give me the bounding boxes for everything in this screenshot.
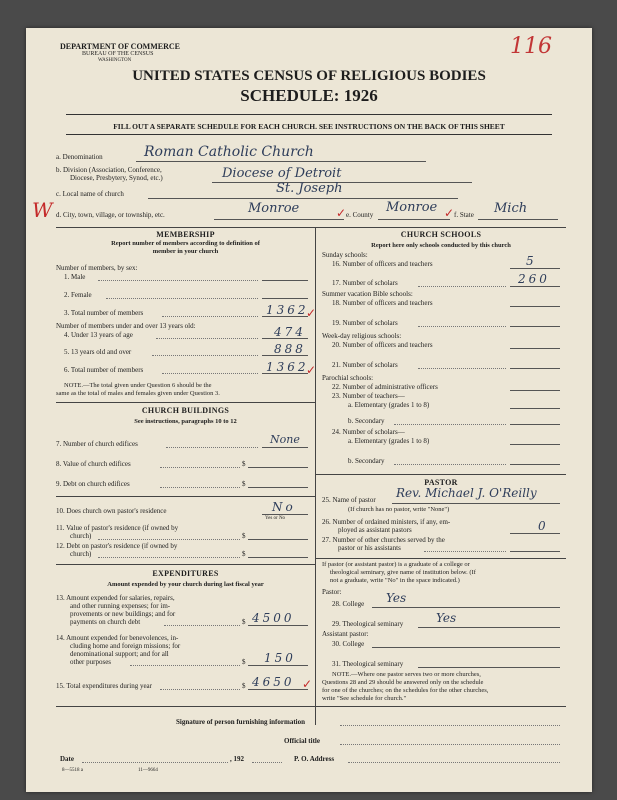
- q11-label-2: church): [70, 532, 92, 540]
- under-over-label: Number of members under and over 13 years old:: [56, 322, 196, 330]
- pastor-note-2: Questions 28 and 29 should be answered only on the schedule: [322, 679, 484, 686]
- q15-dollar-sign: $: [242, 682, 246, 690]
- census-schedule-sheet: [26, 28, 592, 792]
- q14-label-2: cluding home and foreign missions; for: [70, 642, 181, 650]
- q12-label-1: 12. Debt on pastor's residence (if owned by: [56, 542, 178, 550]
- schools-heading: CHURCH SCHOOLS: [400, 230, 482, 239]
- yes-no-hint: Yes or No: [265, 516, 286, 521]
- q17-label: 17. Number of scholars: [332, 279, 398, 287]
- expenditures-intro: Amount expended by your church during last fiscal year: [107, 581, 264, 588]
- q13-value: 4500: [252, 611, 295, 625]
- q19-label: 19. Number of scholars: [332, 319, 398, 327]
- print-code: 11—9664: [138, 768, 158, 773]
- date-year-label: , 192: [230, 755, 244, 763]
- q16-label: 16. Number of officers and teachers: [332, 260, 433, 268]
- denomination-label: a. Denomination: [56, 153, 103, 161]
- schools-intro: Report here only schools conducted by this church: [371, 242, 511, 249]
- graduate-note-3: not a graduate, write "No" in the space indicated.): [330, 577, 460, 584]
- sunday-schools-label: Sunday schools:: [322, 251, 368, 259]
- graduate-note-1: If pastor (or assistant pastor) is a graduate of a college or: [322, 561, 470, 568]
- signature-label: Signature of person furnishing information: [176, 718, 305, 726]
- q23b-label: b. Secondary: [348, 417, 385, 425]
- q24-label: 24. Number of scholars—: [332, 428, 405, 436]
- check-mark-icon: ✓: [302, 677, 313, 691]
- county-label: e. County: [346, 211, 374, 219]
- q11-label-1: 11. Value of pastor's residence (if owned by: [56, 524, 179, 532]
- q13-dollar-sign: $: [242, 618, 246, 626]
- q5-over13-value: 888: [274, 342, 306, 356]
- q4-under13-value: 474: [274, 325, 306, 339]
- q6-total-value: 1362: [266, 360, 309, 374]
- q13-label-1: 13. Amount expended for salaries, repairs,: [56, 594, 175, 602]
- q29-label: 29. Theological seminary: [332, 620, 404, 628]
- q14-label-3: denominational support; and for all: [70, 650, 169, 658]
- q2-female-label: 2. Female: [64, 291, 92, 299]
- q14-label-1: 14. Amount expended for benevolences, in-: [56, 634, 179, 642]
- q28-value: Yes: [386, 591, 407, 605]
- graduate-note-2: theological seminary, give name of institution below. (If: [330, 569, 476, 576]
- bureau-city: WASHINGTON: [98, 58, 132, 63]
- q26-value: 0: [538, 519, 546, 533]
- membership-note-2: same as the total of males and females given under Question 3.: [56, 390, 220, 397]
- q14-label-4: other purposes: [70, 658, 112, 666]
- bureau-name: BUREAU OF THE CENSUS: [82, 51, 154, 57]
- state-value: Mich: [494, 201, 528, 216]
- check-mark-icon: ✓: [336, 206, 347, 220]
- pastor-note-3: for one of the churches; on the schedules for the other churches,: [322, 687, 489, 694]
- denomination-value: Roman Catholic Church: [144, 144, 314, 160]
- q6-total-label: 6. Total number of members: [64, 366, 144, 374]
- weekday-schools-label: Week-day religious schools:: [322, 332, 402, 340]
- local-name-label: c. Local name of church: [56, 190, 124, 198]
- city-value: Monroe: [248, 201, 300, 216]
- membership-intro-2: member in your church: [152, 248, 219, 255]
- q18-label: 18. Number of officers and teachers: [332, 299, 433, 307]
- q1-male-label: 1. Male: [64, 273, 86, 281]
- form-code: 8—5518 a: [62, 768, 83, 773]
- check-mark-icon: ✓: [444, 206, 455, 220]
- q5-over13-label: 5. 13 years old and over: [64, 348, 132, 356]
- pastor-note-4: write "See schedule for church.": [322, 695, 407, 702]
- official-title-label: Official title: [284, 737, 320, 745]
- q21-label: 21. Number of scholars: [332, 361, 398, 369]
- date-label: Date: [60, 755, 74, 763]
- q26-label-2: ployed as assistant pastors: [338, 526, 412, 534]
- q8-dollar-sign: $: [242, 460, 246, 468]
- po-address-label: P. O. Address: [294, 755, 335, 763]
- q11-dollar-sign: $: [242, 532, 246, 540]
- q13-label-4: payments on church debt: [70, 618, 141, 626]
- q14-value: 150: [264, 651, 296, 665]
- county-value: Monroe: [386, 200, 438, 215]
- q13-label-2: and other running expenses; for im-: [70, 602, 171, 610]
- margin-mark-w: W: [32, 198, 53, 222]
- buildings-intro: See instructions, paragraphs 10 to 12: [134, 418, 237, 425]
- q12-label-2: church): [70, 550, 92, 558]
- division-label-1: b. Division (Association, Conference,: [56, 166, 162, 174]
- q3-total-value: 1362: [266, 303, 309, 317]
- page-number-handwritten: 116: [510, 34, 552, 59]
- q20-label: 20. Number of officers and teachers: [332, 341, 433, 349]
- q12-dollar-sign: $: [242, 550, 246, 558]
- q27-label-2: pastor or his assistants: [338, 544, 401, 552]
- q25-value: Rev. Michael J. O'Reilly: [396, 486, 537, 500]
- expenditures-heading: EXPENDITURES: [152, 569, 219, 578]
- q10-residence-value: No: [272, 500, 296, 514]
- q30-label: 30. College: [332, 640, 365, 648]
- q25-label: 25. Name of pastor: [322, 496, 376, 504]
- pastor-heading: PASTOR: [424, 478, 458, 487]
- q17-value: 260: [518, 272, 550, 286]
- q3-total-label: 3. Total number of members: [64, 309, 144, 317]
- membership-intro-1: Report number of members according to definition of: [111, 240, 260, 247]
- members-by-sex-label: Number of members, by sex:: [56, 264, 138, 272]
- q27-label-1: 27. Number of other churches served by the: [322, 536, 445, 544]
- city-label: d. City, town, village, or township, etc.: [56, 211, 165, 219]
- q8-value-label: 8. Value of church edifices: [56, 460, 131, 468]
- q24b-label: b. Secondary: [348, 457, 385, 465]
- division-value: Diocese of Detroit: [222, 166, 342, 181]
- q25-note: (If church has no pastor, write "None"): [348, 506, 450, 513]
- check-mark-icon: ✓: [306, 306, 317, 320]
- q16-value: 5: [526, 254, 534, 268]
- q28-label: 28. College: [332, 600, 365, 608]
- q7-edifices-label: 7. Number of church edifices: [56, 440, 138, 448]
- q26-label-1: 26. Number of ordained ministers, if any, em-: [322, 518, 451, 526]
- division-label-2: Diocese, Presbytery, Synod, etc.): [70, 174, 163, 182]
- department-name: DEPARTMENT OF COMMERCE: [60, 42, 181, 51]
- buildings-heading: CHURCH BUILDINGS: [141, 406, 230, 415]
- q13-label-3: provements or new buildings; and for: [70, 610, 176, 618]
- q31-label: 31. Theological seminary: [332, 660, 404, 668]
- q9-dollar-sign: $: [242, 480, 246, 488]
- summer-schools-label: Summer vacation Bible schools:: [322, 290, 413, 298]
- q24a-label: a. Elementary (grades 1 to 8): [348, 437, 430, 445]
- q9-debt-label: 9. Debt on church edifices: [56, 480, 130, 488]
- assistant-pastor-subheading: Assistant pastor:: [322, 630, 369, 638]
- state-label: f. State: [454, 211, 474, 219]
- instruction-banner: FILL OUT A SEPARATE SCHEDULE FOR EACH CHURCH. SEE INSTRUCTIONS ON THE BACK OF THIS SHEET: [113, 122, 505, 131]
- parochial-schools-label: Parochial schools:: [322, 374, 374, 382]
- q10-residence-label: 10. Does church own pastor's residence: [56, 507, 167, 515]
- q14-dollar-sign: $: [242, 658, 246, 666]
- membership-note-1: NOTE.—The total given under Question 6 should be the: [64, 382, 212, 389]
- membership-heading: MEMBERSHIP: [156, 230, 215, 239]
- q15-label: 15. Total expenditures during year: [56, 682, 152, 690]
- pastor-subheading: Pastor:: [322, 588, 342, 596]
- form-subtitle: SCHEDULE: 1926: [240, 86, 378, 105]
- q22-label: 22. Number of administrative officers: [332, 383, 438, 391]
- q23a-label: a. Elementary (grades 1 to 8): [348, 401, 430, 409]
- q23-label: 23. Number of teachers—: [332, 392, 405, 400]
- q7-edifices-value: None: [270, 433, 300, 446]
- check-mark-icon: ✓: [306, 363, 317, 377]
- q29-value: Yes: [436, 611, 457, 625]
- q15-value: 4650: [252, 675, 295, 689]
- q4-under13-label: 4. Under 13 years of age: [64, 331, 133, 339]
- local-name-value: St. Joseph: [276, 181, 343, 196]
- pastor-note-1: NOTE.—Where one pastor serves two or more churches,: [332, 671, 481, 678]
- form-title: UNITED STATES CENSUS OF RELIGIOUS BODIES: [132, 68, 486, 84]
